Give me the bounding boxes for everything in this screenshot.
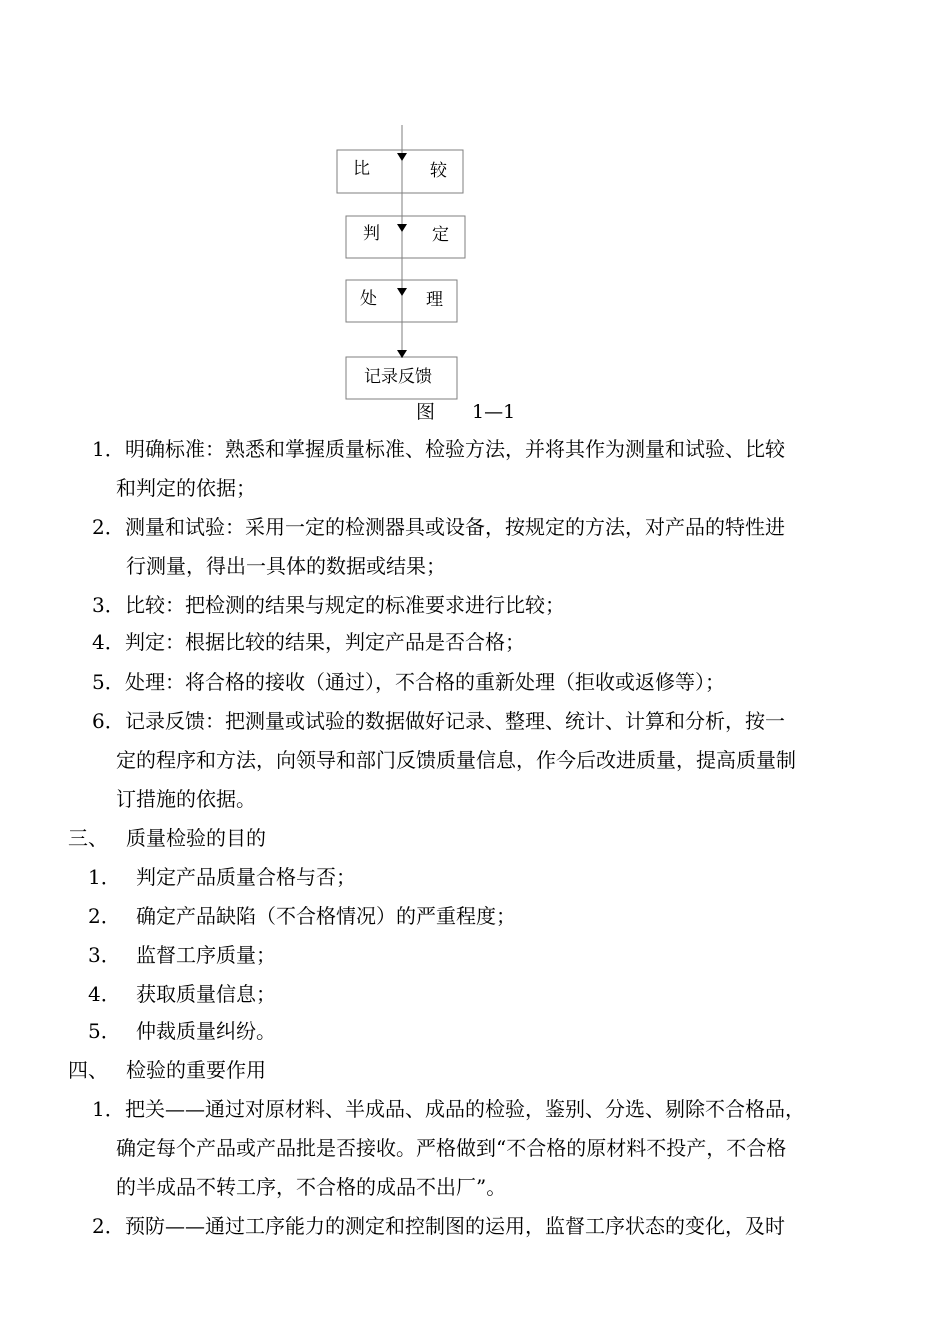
flowchart-diagram [0, 0, 950, 430]
section-4-item-2-line-1: 预防——通过工序能力的测定和控制图的运用，监督工序状态的变化，及时 [125, 1214, 785, 1238]
section-4-item-2-number: 2． [92, 1214, 125, 1238]
step-2-line-2: 行测量，得出一具体的数据或结果； [126, 554, 446, 578]
step-6-line-3: 订措施的依据。 [116, 787, 256, 811]
step-3-number: 3． [92, 593, 125, 617]
section-3-number: 三、 [68, 826, 108, 850]
step-6-number: 6． [92, 709, 125, 733]
flow-box-judge-right: 定 [432, 225, 449, 245]
section-4-item-1-line-1: 把关——通过对原材料、半成品、成品的检验，鉴别、分选、剔除不合格品， [125, 1097, 805, 1121]
step-4-number: 4． [92, 630, 125, 654]
flow-box-compare-right: 较 [430, 161, 447, 181]
section-4-item-1-number: 1． [92, 1097, 125, 1121]
figure-caption-prefix: 图 [416, 401, 436, 423]
section-3-item-5-number: 5． [88, 1019, 121, 1043]
section-4-number: 四、 [68, 1058, 108, 1082]
section-3-item-1-text: 判定产品质量合格与否； [136, 865, 356, 889]
flow-box-process-right: 理 [426, 290, 443, 310]
flow-box-process-left: 处 [360, 289, 377, 309]
step-6-line-1: 记录反馈：把测量或试验的数据做好记录、整理、统计、计算和分析，按一 [125, 709, 785, 733]
step-1-number: 1． [92, 437, 125, 461]
step-5-line-1: 处理：将合格的接收（通过），不合格的重新处理（拒收或返修等）； [125, 670, 725, 694]
section-3-item-4-number: 4． [88, 982, 121, 1006]
step-1-line-1: 明确标准：熟悉和掌握质量标准、检验方法，并将其作为测量和试验、比较 [125, 437, 785, 461]
step-2-number: 2． [92, 515, 125, 539]
flow-box-compare-left: 比 [353, 159, 370, 179]
section-3-item-4-text: 获取质量信息； [136, 982, 276, 1006]
section-3-item-3-number: 3． [88, 943, 121, 967]
flow-arrow-1 [397, 153, 407, 161]
step-3-line-1: 比较：把检测的结果与规定的标准要求进行比较； [125, 593, 565, 617]
section-3-item-1-number: 1． [88, 865, 121, 889]
section-4-item-1-line-3: 的半成品不转工序，不合格的成品不出厂”。 [116, 1175, 507, 1199]
section-3-item-5-text: 仲裁质量纠纷。 [136, 1019, 276, 1043]
section-4-item-1-line-2: 确定每个产品或产品批是否接收。严格做到“不合格的原材料不投产，不合格 [116, 1136, 787, 1160]
section-3-item-2-text: 确定产品缺陷（不合格情况）的严重程度； [136, 904, 516, 928]
figure-caption-number: 1—1 [472, 401, 516, 423]
flow-box-judge-left: 判 [363, 224, 380, 244]
section-3-title: 质量检验的目的 [126, 826, 266, 850]
section-3-item-3-text: 监督工序质量； [136, 943, 276, 967]
step-5-number: 5． [92, 670, 125, 694]
step-6-line-2: 定的程序和方法，向领导和部门反馈质量信息，作今后改进质量，提高质量制 [116, 748, 796, 772]
flow-arrow-2 [397, 224, 407, 232]
section-4-title: 检验的重要作用 [126, 1058, 266, 1082]
section-3-item-2-number: 2． [88, 904, 121, 928]
step-4-line-1: 判定：根据比较的结果，判定产品是否合格； [125, 630, 525, 654]
flow-box-record-label: 记录反馈 [364, 367, 432, 387]
flow-arrow-3 [397, 288, 407, 296]
step-1-line-2: 和判定的依据； [116, 476, 256, 500]
step-2-line-1: 测量和试验：采用一定的检测器具或设备，按规定的方法，对产品的特性进 [125, 515, 785, 539]
